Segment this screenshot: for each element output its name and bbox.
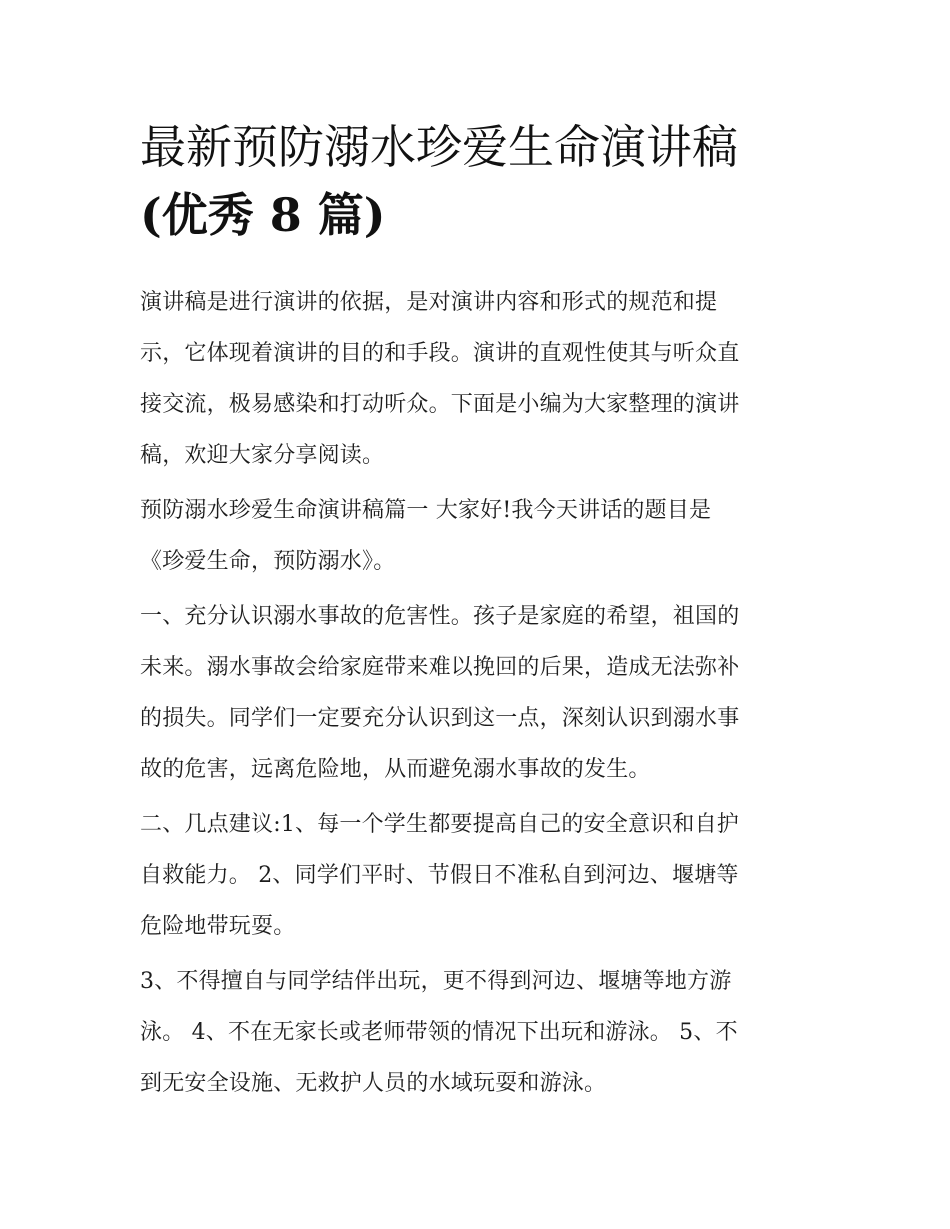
- paragraph-speech-opening: [140, 485, 820, 587]
- paragraph-section-one: [140, 591, 820, 795]
- paragraph-section-two: [140, 799, 820, 952]
- text-line: 稿，欢迎大家分享阅读。: [140, 443, 385, 468]
- text-line: 一、充分认识溺水事故的危害性。孩子是家庭的希望，祖国的: [140, 604, 740, 629]
- text-line: 的损失。同学们一定要充分认识到这一点，深刻认识到溺水事: [140, 706, 740, 731]
- text-line: 示，它体现着演讲的目的和手段。演讲的直观性使其与听众直: [140, 341, 740, 366]
- document-title: [140, 113, 830, 249]
- text-line: 接交流，极易感染和打动听众。下面是小编为大家整理的演讲: [140, 392, 740, 417]
- title-line-2: (优秀 8 篇): [140, 188, 386, 242]
- text-line: 到无安全设施、无救护人员的水域玩耍和游泳。: [140, 1071, 607, 1096]
- text-line: 危险地带玩耍。: [140, 914, 296, 939]
- text-line: 演讲稿是进行演讲的依据，是对演讲内容和形式的规范和提: [140, 290, 718, 315]
- text-line: 自救能力。 2、同学们平时、节假日不准私自到河边、堰塘等: [140, 863, 739, 888]
- paragraph-suggestions: [140, 956, 820, 1109]
- text-line: 故的危害，远离危险地，从而避免溺水事故的发生。: [140, 757, 651, 782]
- document-body: [140, 277, 820, 1113]
- text-line: 未来。溺水事故会给家庭带来难以挽回的后果，造成无法弥补: [140, 655, 740, 680]
- title-line-1: 最新预防溺水珍爱生命演讲稿: [140, 120, 738, 174]
- text-line: 预防溺水珍爱生命演讲稿篇一 大家好!我今天讲话的题目是: [140, 498, 712, 523]
- text-line: 《珍爱生命，预防溺水》。: [140, 549, 396, 574]
- text-line: 泳。 4、不在无家长或老师带领的情况下出玩和游泳。 5、不: [140, 1020, 738, 1045]
- paragraph-intro: [140, 277, 820, 481]
- text-line: 二、几点建议:1、每一个学生都要提高自己的安全意识和自护: [140, 812, 740, 837]
- text-line: 3、不得擅自与同学结伴出玩，更不得到河边、堰塘等地方游: [140, 969, 732, 994]
